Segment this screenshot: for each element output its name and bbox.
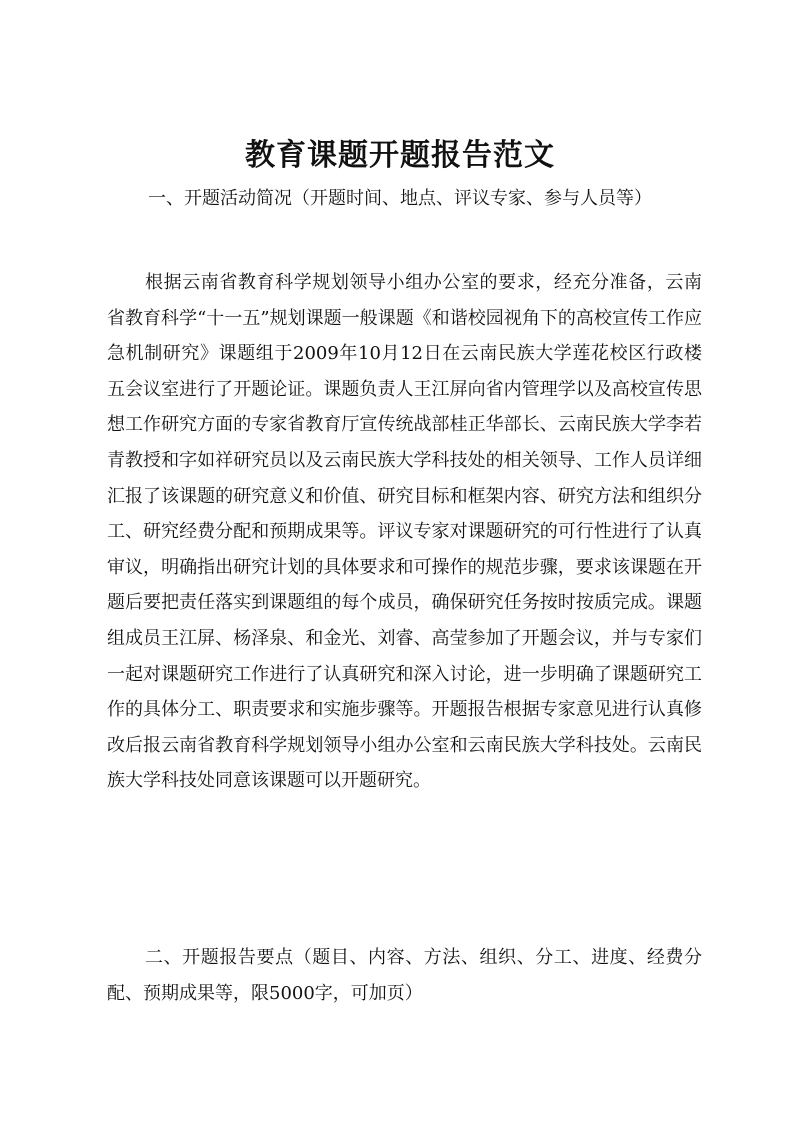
section-2-heading: 二、开题报告要点（题目、内容、方法、组织、分工、进度、经费分配、预期成果等，限5000字，可加页） xyxy=(107,947,702,1004)
document-title: 教育课题开题报告范文 xyxy=(245,138,555,173)
section-1-paragraph: 根据云南省教育科学规划领导小组办公室的要求，经充分准备，云南省教育科学“十一五”规划课题一般课题《和谐校园视角下的高校宣传工作应急机制研究》课题组于2009年10月12日在云南民族大学莲花校区行政楼五会议室进行了开题论证。课题负责人王江屏向省内管理学以及高校宣传思想工作研究方面的专家省教育厅宣传统战部桂正华部长、云南民族大学李若青教授和字如祥研究员以及云南民族大学科技处的相关领导、工作人员详细汇报了该课题的研究意义和价值、研究目标和框架内容、研究方法和组织分工、研究经费分配和预期成果等。评议专家对课题研究的可行性进行了认真审议，明确指出研究计划的具体要求和可操作的规范步骤，要求该课题在开题后要把责任落实到课题组的每个成员，确保研究任务按时按质完成。课题组成员王江屏、杨泽泉、和金光、刘睿、高莹参加了开题会议，并与专家们一起对课题研究工作进行了认真研究和深入讨论，进一步明确了课题研究工作的具体分工、职责要求和实施步骤等。开题报告根据专家意见进行认真修改后报云南省教育科学规划领导小组办公室和云南民族大学科技处。云南民族大学科技处同意该课题可以开题研究。 xyxy=(107,272,702,792)
section-1-heading: 一、开题活动简况（开题时间、地点、评议专家、参与人员等） xyxy=(148,188,652,209)
